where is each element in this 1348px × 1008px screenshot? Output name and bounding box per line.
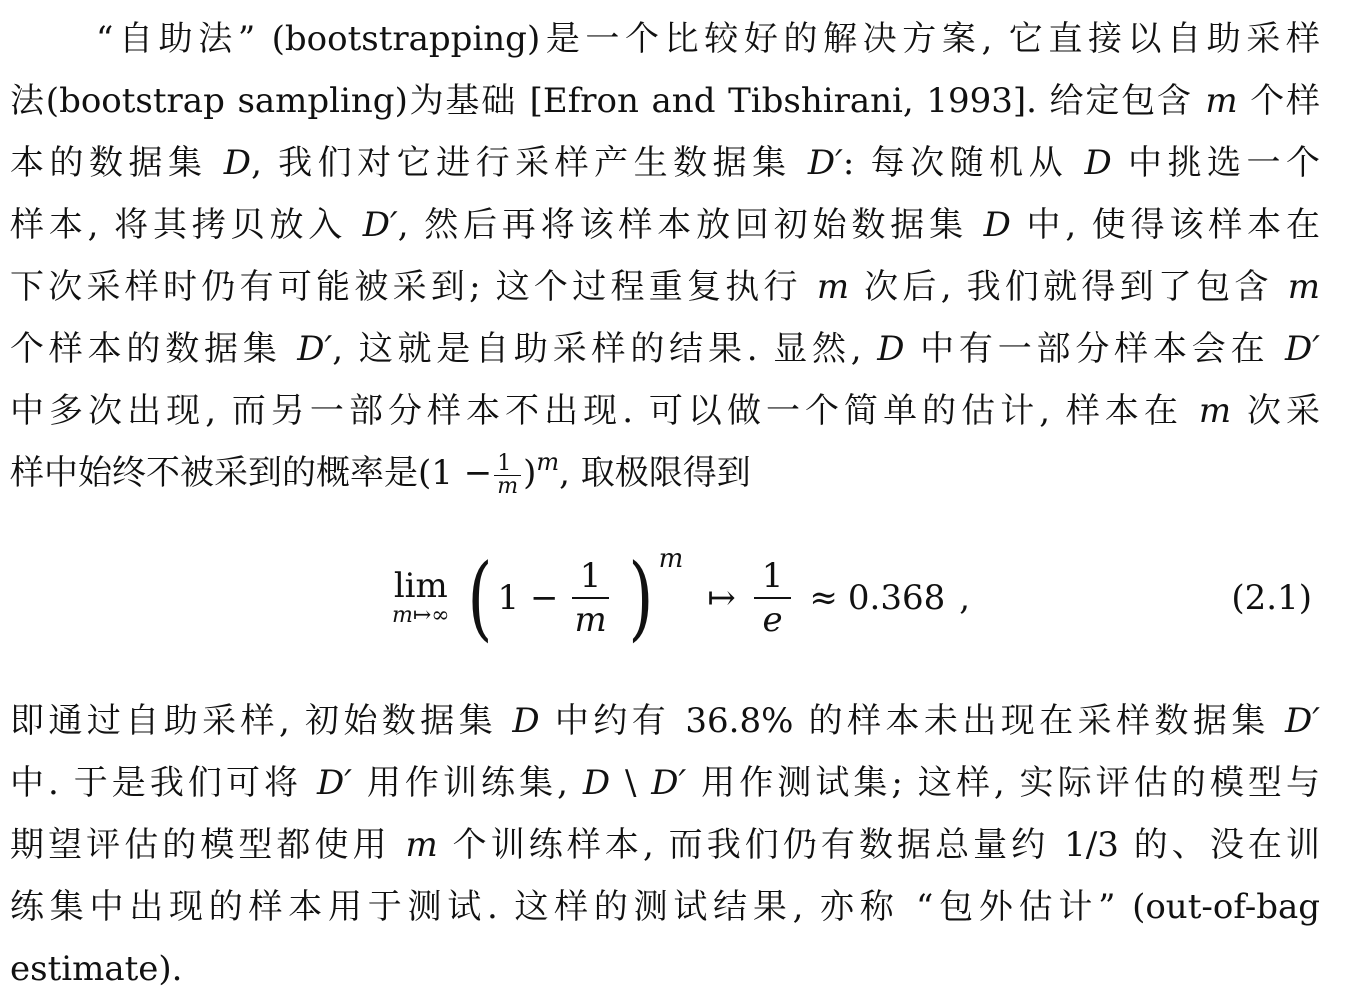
math-D-prime: D′ — [362, 205, 398, 245]
fraction-1-over-e — [754, 555, 792, 641]
math-D: D — [582, 763, 611, 803]
equation-body — [392, 538, 970, 658]
text-span: 法(bootstrap sampling)为基础 [Efron and Tibshirani, 1993]. 给定包含 — [10, 81, 1206, 121]
text-line-1 — [10, 8, 1320, 70]
math-D: D — [1084, 143, 1112, 183]
text-line-11 — [10, 814, 1320, 876]
fraction-denominator: e — [762, 600, 783, 640]
equation-comma: , — [959, 578, 971, 618]
fraction-1-over-m — [566, 555, 614, 641]
math-D: D — [223, 143, 252, 183]
text-span: estimate). — [10, 949, 183, 989]
inline-close: ) — [523, 453, 537, 493]
paragraph-bootstrapping — [10, 8, 1320, 504]
lim-word: lim — [393, 566, 448, 606]
text-span: 用作测试集; 这样, 实际评估的模型与 — [686, 763, 1320, 803]
equation-2-1 — [0, 538, 1348, 658]
text-span: , 我们对它进行采样产生数据集 — [251, 143, 808, 183]
equation-number: (2.1) — [1231, 578, 1312, 618]
math-D: D — [983, 205, 1011, 245]
text-span: 中多次出现, 而另一部分样本不出现. 可以做一个简单的估计, 样本在 — [10, 391, 1199, 431]
text-line-2 — [10, 70, 1320, 132]
text-span: 即通过自助采样, 初始数据集 — [10, 701, 513, 741]
text-line-4 — [10, 194, 1320, 256]
set-minus: \ — [610, 763, 652, 803]
text-span: 中约有 36.8% 的样本未出现在采样数据集 — [539, 701, 1285, 741]
text-span: 中有一部分样本会在 — [904, 329, 1286, 369]
inline-fraction — [494, 450, 521, 499]
fraction-denominator: m — [497, 473, 519, 499]
math-D-prime: D′ — [651, 763, 687, 803]
text-span: 期望评估的模型都使用 — [10, 825, 406, 865]
text-line-12 — [10, 876, 1320, 938]
open-paren: ( — [467, 544, 493, 651]
math-D-prime: D′ — [297, 329, 333, 369]
text-span: 中, 使得该样本在 — [1010, 205, 1320, 245]
text-span: 次后, 我们就得到了包含 — [849, 267, 1288, 307]
text-span: 个样 — [1237, 81, 1321, 121]
approx-symbol: ≈ — [809, 578, 838, 618]
text-span: , 这就是自助采样的结果. 显然, — [332, 329, 878, 369]
close-paren: ) — [628, 544, 654, 651]
inline-open: (1 − — [418, 453, 493, 493]
text-line-9 — [10, 690, 1320, 752]
text-line-13 — [10, 938, 1320, 1000]
math-D-prime: D′ — [1285, 329, 1320, 369]
paragraph-out-of-bag — [10, 690, 1320, 1000]
text-span: 中挑选一个 — [1111, 143, 1321, 183]
inline-exponent: m — [536, 448, 560, 476]
math-m: m — [1287, 267, 1320, 307]
inline-probability — [418, 448, 560, 499]
exponent-m: m — [658, 544, 684, 574]
math-D: D — [512, 701, 540, 741]
text-span: , 然后再将该样本放回初始数据集 — [397, 205, 984, 245]
fraction-numerator: 1 — [494, 453, 521, 476]
equation-value: 0.368 — [847, 578, 946, 618]
text-line-5 — [10, 256, 1320, 318]
math-m: m — [1205, 81, 1238, 121]
math-D-prime: D′ — [1285, 701, 1320, 741]
text-line-6 — [10, 318, 1320, 380]
text-span: 中. 于是我们可将 — [10, 763, 317, 803]
text-span: 样本, 将其拷贝放入 — [10, 205, 363, 245]
text-span: 本的数据集 — [10, 143, 224, 183]
math-m: m — [405, 825, 438, 865]
text-span: 下次采样时仍有可能被采到; 这个过程重复执行 — [10, 267, 817, 307]
math-m: m — [816, 267, 850, 307]
text-line-8 — [10, 442, 1320, 504]
text-span: : 每次随机从 — [842, 143, 1085, 183]
math-m: m — [1198, 391, 1232, 431]
math-D: D — [877, 329, 905, 369]
fraction-denominator: m — [574, 600, 607, 640]
text-line-3 — [10, 132, 1320, 194]
math-D-prime: D′ — [807, 143, 843, 183]
math-D-prime: D′ — [316, 763, 352, 803]
text-line-7 — [10, 380, 1320, 442]
text-line-10 — [10, 752, 1320, 814]
limit-operator — [392, 568, 450, 628]
fraction-numerator: 1 — [754, 555, 792, 599]
maps-to-symbol: ↦ — [707, 578, 736, 618]
one-minus: 1 − — [497, 578, 559, 618]
text-span: “自助法” (bootstrapping)是一个比较好的解决方案, 它直接以自助采样 — [96, 19, 1320, 59]
text-span: 个训练样本, 而我们仍有数据总量约 1/3 的、没在训 — [437, 825, 1320, 865]
text-span: 用作训练集, — [351, 763, 583, 803]
text-span: 练集中出现的样本用于测试. 这样的测试结果, 亦称 “包外估计” (out-of-bag — [10, 887, 1320, 927]
fraction-numerator: 1 — [572, 555, 610, 599]
lim-subscript: m↦∞ — [392, 603, 450, 628]
text-span: 样中始终不被采到的概率是 — [10, 453, 418, 493]
text-span: 次采 — [1231, 391, 1320, 431]
text-span: , 取极限得到 — [559, 453, 751, 493]
text-span: 个样本的数据集 — [10, 329, 298, 369]
